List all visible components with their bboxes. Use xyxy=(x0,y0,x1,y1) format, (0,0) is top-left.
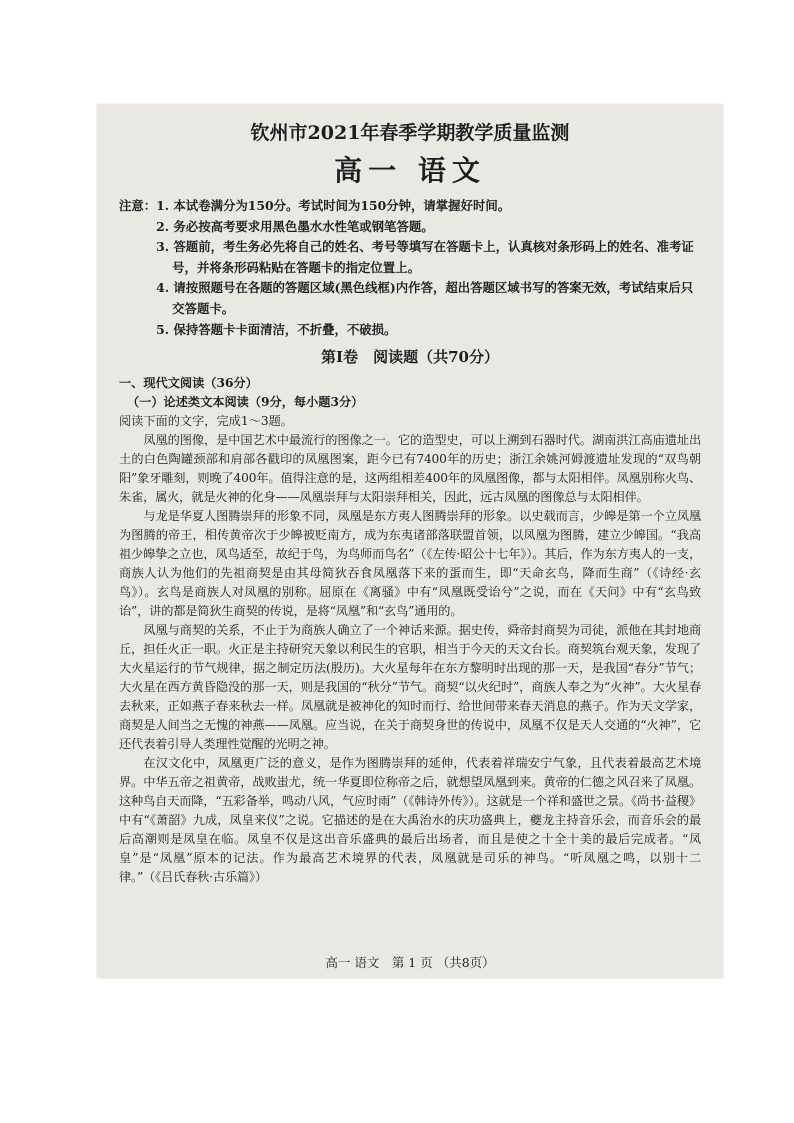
reading-instruction: 阅读下面的文字，完成1～3题。 xyxy=(119,414,293,429)
passage-paragraph: 凤凰的图像，是中国艺术中最流行的图像之一。它的造型史，可以上溯到石器时代。湖南洪江高庙遗址出土的白色陶罐颈部和肩部各戳印的凤凰图案，距今已有7400年的历史；浙江余姚河姆渡遗址发现的“双鸟朝阳”象牙雕刻，则晚了400年。值得注意的是，这两组相差400年的凤凰图像，都与太阳相伴。凤凰别称火鸟、朱雀，属火，就是火神的化身——凤凰崇拜与太阳崇拜相关，因此，远古凤凰的图像总与太阳相伴。 xyxy=(119,433,701,505)
notice-item: 1. 本试卷满分为150分。考试时间为150分钟，请掌握好时间。 xyxy=(156,198,511,213)
passage-paragraph: 凤凰与商契的关系，不止于为商族人确立了一个神话来源。据史传，舜帝封商契为司徒，派他在其封地商丘，担任火正一职。火正是主持研究天象以利民生的官职，相当于今天的天文台长。商契筑台观天象，发现了大火星运行的节气规律，据之制定历法(殷历)。大火星每年在东方黎明时出现的那一天，是我国“春分”节气；大火星在西方黄昏隐没的那一天，则是我国的“秋分”节气。商契“以火纪时”，商族人奉之为“火神”。大火星春去秋来，正如燕子春来秋去一样。凤凰就是被神化的知时而行、给世间带来春天消息的燕子。作为天文学家，商契是人间当之无愧的神燕——凤凰。应当说，在关于商契身世的传说中，凤凰不仅是天人交通的“火神”，它还代表着引导人类理性觉醒的光明之神。 xyxy=(119,623,701,752)
notice-item: 3. 答题前，考生务必先将自己的姓名、考号等填写在答题卡上，认真核对条形码上的姓名、准考证号，并将条形码粘贴在答题卡的指定位置上。 xyxy=(156,239,694,275)
notice-item: 4. 请按照题号在各题的答题区域(黑色线框)内作答，超出答题区域书写的答案无效，考试结束后只交答题卡。 xyxy=(156,280,694,316)
exam-page xyxy=(97,104,723,978)
volume-title: 第Ⅰ卷 阅读题（共70分） xyxy=(321,348,499,367)
passage-paragraph: 在汉文化中，凤凰更广泛的意义，是作为图腾崇拜的延伸，代表着祥瑞安宁气象，且代表着最高艺术境界。中华五帝之祖黄帝，战败蚩尤，统一华夏即位称帝之后，就想望凤凰到来。黄帝的仁德之风召来了凤凰。这种鸟自天而降，“五彩备举，鸣动八风，气应时雨”（《韩诗外传》）。这就是一个祥和盛世之景。《尚书·益稷》中有“《萧韶》九成，凤皇来仪”之说。它描述的是在大禹治水的庆功盛典上，夔龙主持音乐会，而音乐会的最后高潮则是凤皇在临。凤皇不仅是这出音乐盛典的最后出场者，而且是使之十全十美的最后完成者。“凤皇”是“凤凰”原本的记法。作为最高艺术境界的代表，凤凰就是司乐的神鸟。“听凤凰之鸣，以别十二律。”（《吕氏春秋·古乐篇》） xyxy=(119,756,701,885)
subsection-heading: （一）论述类文本阅读（9分，每小题3分） xyxy=(127,395,364,410)
notice-item: 5. 保持答题卡卡面清洁，不折叠，不破损。 xyxy=(156,321,397,337)
section-heading: 一、现代文阅读（36分） xyxy=(119,376,258,391)
subject-title: 高一 语文 xyxy=(334,154,486,187)
notice-list xyxy=(156,196,701,340)
passage-paragraph: 与龙是华夏人图腾崇拜的形象不同，凤凰是东方夷人图腾崇拜的形象。以史载而言，少皞是第一个立凤凰为图腾的帝王，相传黄帝次于少皞被贬南方，成为东夷诸部落联盟首领，以凤凰为图腾，建立少皞国。“我高祖少皞挚之立也，凤鸟适至，故纪于鸟，为鸟师而鸟名”（《左传·昭公十七年》）。其后，作为东方夷人的一支，商族人认为他们的先祖商契是由其母简狄吞食凤凰落下来的蛋而生，即“天命玄鸟，降而生商”（《诗经·玄鸟》）。玄鸟是商族人对凤凰的别称。屈原在《离骚》中有“凤凰既受诒兮”之说，而在《天问》中有“玄鸟致诒”，讲的都是简狄生商契的传说，是将“凤凰”和“玄鸟”通用的。 xyxy=(119,509,701,619)
exam-title: 钦州市2021年春季学期教学质量监测 xyxy=(250,122,570,144)
notice-item: 2. 务必按高考要求用黑色墨水水性笔或钢笔答题。 xyxy=(156,218,434,234)
notice-block xyxy=(119,196,701,340)
notice-label: 注意： xyxy=(119,198,157,213)
page-footer: 高一 语文 第 1 页 （共8页） xyxy=(325,955,495,970)
